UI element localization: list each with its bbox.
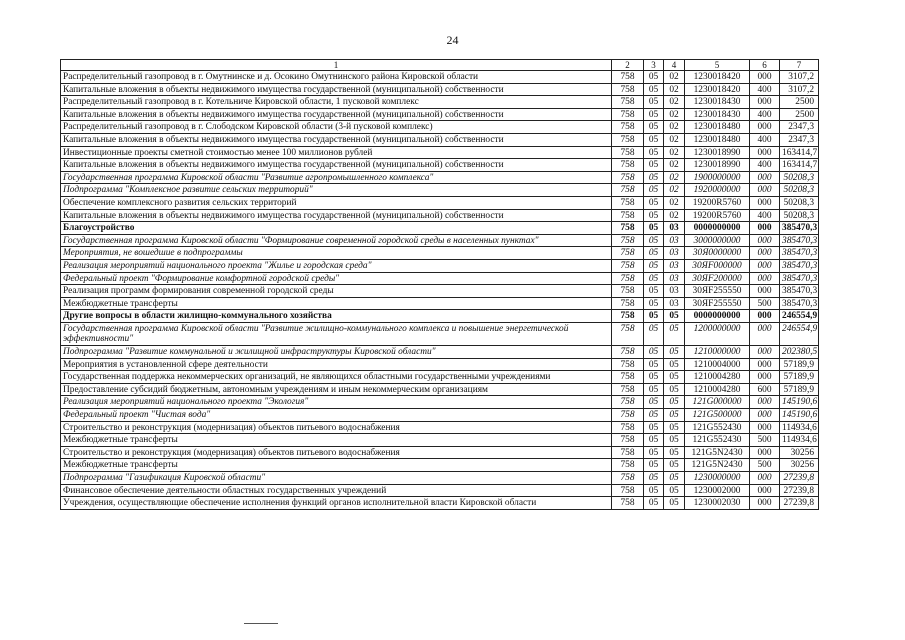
ministry-code: 758 bbox=[612, 434, 644, 447]
ministry-code: 758 bbox=[612, 234, 644, 247]
expense-type-code: 000 bbox=[750, 322, 780, 345]
target-article-code: 1210000000 bbox=[685, 346, 750, 359]
subsection-code: 05 bbox=[664, 484, 685, 497]
target-article-code: 1230018990 bbox=[685, 159, 750, 172]
row-name: Межбюджетные трансферты bbox=[61, 434, 612, 447]
amount: 385470,3 bbox=[780, 297, 819, 310]
expense-type-code: 000 bbox=[750, 71, 780, 84]
expense-type-code: 000 bbox=[750, 146, 780, 159]
scan-mark bbox=[244, 623, 278, 624]
ministry-code: 758 bbox=[612, 310, 644, 323]
expense-type-code: 000 bbox=[750, 409, 780, 422]
subsection-code: 02 bbox=[664, 146, 685, 159]
section-code: 05 bbox=[644, 421, 664, 434]
table-row bbox=[61, 310, 819, 323]
expense-type-code: 400 bbox=[750, 108, 780, 121]
subsection-code: 03 bbox=[664, 272, 685, 285]
section-code: 05 bbox=[644, 209, 664, 222]
expense-type-code: 000 bbox=[750, 446, 780, 459]
section-code: 05 bbox=[644, 184, 664, 197]
expense-type-code: 000 bbox=[750, 358, 780, 371]
target-article-code: 1200000000 bbox=[685, 322, 750, 345]
section-code: 05 bbox=[644, 459, 664, 472]
ministry-code: 758 bbox=[612, 159, 644, 172]
row-name: Реализация мероприятий национального проекта "Экология" bbox=[61, 396, 612, 409]
subsection-code: 05 bbox=[664, 497, 685, 510]
target-article-code: 30ЯF200000 bbox=[685, 272, 750, 285]
target-article-code: 1210004280 bbox=[685, 371, 750, 384]
expense-type-code: 000 bbox=[750, 196, 780, 209]
ministry-code: 758 bbox=[612, 409, 644, 422]
subsection-code: 02 bbox=[664, 184, 685, 197]
table-row bbox=[61, 446, 819, 459]
expense-type-code: 000 bbox=[750, 371, 780, 384]
ministry-code: 758 bbox=[612, 383, 644, 396]
amount: 50208,3 bbox=[780, 184, 819, 197]
table-row bbox=[61, 434, 819, 447]
target-article-code: 1230018420 bbox=[685, 71, 750, 84]
amount: 385470,3 bbox=[780, 247, 819, 260]
row-name: Капитальные вложения в объекты недвижимого имущества государственной (муниципальной) собственности bbox=[61, 133, 612, 146]
table-row bbox=[61, 497, 819, 510]
expense-type-code: 000 bbox=[750, 222, 780, 235]
row-name: Капитальные вложения в объекты недвижимого имущества государственной (муниципальной) собственности bbox=[61, 108, 612, 121]
expense-type-code: 400 bbox=[750, 83, 780, 96]
row-name: Мероприятия, не вошедшие в подпрограммы bbox=[61, 247, 612, 260]
row-name: Капитальные вложения в объекты недвижимого имущества государственной (муниципальной) собственности bbox=[61, 209, 612, 222]
ministry-code: 758 bbox=[612, 209, 644, 222]
section-code: 05 bbox=[644, 121, 664, 134]
amount: 2347,3 bbox=[780, 121, 819, 134]
target-article-code: 3000000000 bbox=[685, 234, 750, 247]
amount: 202380,5 bbox=[780, 346, 819, 359]
target-article-code: 1920000000 bbox=[685, 184, 750, 197]
target-article-code: 0000000000 bbox=[685, 310, 750, 323]
column-header-4: 4 bbox=[664, 60, 685, 71]
section-code: 05 bbox=[644, 358, 664, 371]
row-name: Финансовое обеспечение деятельности областных государственных учреждений bbox=[61, 484, 612, 497]
target-article-code: 121G500000 bbox=[685, 409, 750, 422]
expense-type-code: 000 bbox=[750, 285, 780, 298]
section-code: 05 bbox=[644, 247, 664, 260]
subsection-code: 05 bbox=[664, 358, 685, 371]
table-row bbox=[61, 421, 819, 434]
target-article-code: 1230018480 bbox=[685, 121, 750, 134]
row-name: Межбюджетные трансферты bbox=[61, 297, 612, 310]
amount: 163414,7 bbox=[780, 146, 819, 159]
amount: 57189,9 bbox=[780, 371, 819, 384]
table-row bbox=[61, 196, 819, 209]
ministry-code: 758 bbox=[612, 285, 644, 298]
target-article-code: 1900000000 bbox=[685, 171, 750, 184]
amount: 2500 bbox=[780, 108, 819, 121]
amount: 27239,8 bbox=[780, 472, 819, 485]
row-name: Подпрограмма "Газификация Кировской области" bbox=[61, 472, 612, 485]
ministry-code: 758 bbox=[612, 222, 644, 235]
ministry-code: 758 bbox=[612, 472, 644, 485]
table-row bbox=[61, 108, 819, 121]
section-code: 05 bbox=[644, 396, 664, 409]
row-name: Подпрограмма "Комплексное развитие сельских территорий" bbox=[61, 184, 612, 197]
target-article-code: 1230018990 bbox=[685, 146, 750, 159]
ministry-code: 758 bbox=[612, 108, 644, 121]
expense-type-code: 000 bbox=[750, 121, 780, 134]
subsection-code: 02 bbox=[664, 83, 685, 96]
target-article-code: 30ЯF255550 bbox=[685, 285, 750, 298]
amount: 114934,6 bbox=[780, 434, 819, 447]
expense-type-code: 000 bbox=[750, 272, 780, 285]
expense-type-code: 400 bbox=[750, 209, 780, 222]
target-article-code: 1230018430 bbox=[685, 108, 750, 121]
subsection-code: 02 bbox=[664, 196, 685, 209]
expense-type-code: 500 bbox=[750, 459, 780, 472]
expense-type-code: 000 bbox=[750, 310, 780, 323]
ministry-code: 758 bbox=[612, 459, 644, 472]
target-article-code: 1230000000 bbox=[685, 472, 750, 485]
subsection-code: 05 bbox=[664, 371, 685, 384]
amount: 114934,6 bbox=[780, 421, 819, 434]
section-code: 05 bbox=[644, 297, 664, 310]
expense-type-code: 000 bbox=[750, 396, 780, 409]
ministry-code: 758 bbox=[612, 272, 644, 285]
section-code: 05 bbox=[644, 159, 664, 172]
table-row bbox=[61, 184, 819, 197]
section-code: 05 bbox=[644, 434, 664, 447]
table-row bbox=[61, 383, 819, 396]
ministry-code: 758 bbox=[612, 497, 644, 510]
amount: 163414,7 bbox=[780, 159, 819, 172]
column-header-6: 6 bbox=[750, 60, 780, 71]
ministry-code: 758 bbox=[612, 184, 644, 197]
amount: 3107,2 bbox=[780, 71, 819, 84]
section-code: 05 bbox=[644, 472, 664, 485]
amount: 385470,3 bbox=[780, 222, 819, 235]
subsection-code: 05 bbox=[664, 446, 685, 459]
subsection-code: 03 bbox=[664, 297, 685, 310]
expense-type-code: 000 bbox=[750, 484, 780, 497]
table-row bbox=[61, 209, 819, 222]
section-code: 05 bbox=[644, 234, 664, 247]
row-name: Распределительный газопровод в г. Слободском Кировской области (3-й пусковой комплекс) bbox=[61, 121, 612, 134]
amount: 246554,9 bbox=[780, 310, 819, 323]
subsection-code: 02 bbox=[664, 171, 685, 184]
target-article-code: 121G000000 bbox=[685, 396, 750, 409]
table-row bbox=[61, 121, 819, 134]
column-header-1: 1 bbox=[61, 60, 612, 71]
expense-type-code: 000 bbox=[750, 234, 780, 247]
section-code: 05 bbox=[644, 83, 664, 96]
ministry-code: 758 bbox=[612, 196, 644, 209]
target-article-code: 1230002000 bbox=[685, 484, 750, 497]
section-code: 05 bbox=[644, 497, 664, 510]
section-code: 05 bbox=[644, 146, 664, 159]
row-name: Государственная поддержка некоммерческих организаций, не являющихся областными государственными учреждениями bbox=[61, 371, 612, 384]
section-code: 05 bbox=[644, 322, 664, 345]
target-article-code: 1230018430 bbox=[685, 96, 750, 109]
expense-type-code: 400 bbox=[750, 159, 780, 172]
row-name: Федеральный проект "Чистая вода" bbox=[61, 409, 612, 422]
ministry-code: 758 bbox=[612, 346, 644, 359]
ministry-code: 758 bbox=[612, 71, 644, 84]
column-header-5: 5 bbox=[685, 60, 750, 71]
subsection-code: 03 bbox=[664, 285, 685, 298]
subsection-code: 05 bbox=[664, 346, 685, 359]
expense-type-code: 500 bbox=[750, 434, 780, 447]
target-article-code: 19200R5760 bbox=[685, 209, 750, 222]
subsection-code: 05 bbox=[664, 472, 685, 485]
expense-type-code: 000 bbox=[750, 497, 780, 510]
row-name: Капитальные вложения в объекты недвижимого имущества государственной (муниципальной) собственности bbox=[61, 159, 612, 172]
target-article-code: 121G552430 bbox=[685, 421, 750, 434]
table-row bbox=[61, 409, 819, 422]
expense-type-code: 500 bbox=[750, 297, 780, 310]
expense-type-code: 000 bbox=[750, 472, 780, 485]
target-article-code: 30Я0000000 bbox=[685, 247, 750, 260]
table-row bbox=[61, 297, 819, 310]
section-code: 05 bbox=[644, 484, 664, 497]
row-name: Благоустройство bbox=[61, 222, 612, 235]
section-code: 05 bbox=[644, 446, 664, 459]
ministry-code: 758 bbox=[612, 396, 644, 409]
amount: 50208,3 bbox=[780, 209, 819, 222]
amount: 27239,8 bbox=[780, 497, 819, 510]
amount: 30256 bbox=[780, 446, 819, 459]
section-code: 05 bbox=[644, 346, 664, 359]
section-code: 05 bbox=[644, 133, 664, 146]
expense-type-code: 000 bbox=[750, 171, 780, 184]
table-row bbox=[61, 247, 819, 260]
section-code: 05 bbox=[644, 409, 664, 422]
section-code: 05 bbox=[644, 108, 664, 121]
target-article-code: 1210004000 bbox=[685, 358, 750, 371]
column-header-3: 3 bbox=[644, 60, 664, 71]
subsection-code: 05 bbox=[664, 434, 685, 447]
ministry-code: 758 bbox=[612, 259, 644, 272]
ministry-code: 758 bbox=[612, 121, 644, 134]
column-header-7: 7 bbox=[780, 60, 819, 71]
row-name: Государственная программа Кировской области "Формирование современной городской среды в населенных пунктах" bbox=[61, 234, 612, 247]
table-row bbox=[61, 222, 819, 235]
amount: 50208,3 bbox=[780, 171, 819, 184]
amount: 3107,2 bbox=[780, 83, 819, 96]
ministry-code: 758 bbox=[612, 171, 644, 184]
table-row bbox=[61, 459, 819, 472]
amount: 385470,3 bbox=[780, 285, 819, 298]
budget-table-body bbox=[61, 60, 819, 510]
table-row bbox=[61, 472, 819, 485]
target-article-code: 121G5N2430 bbox=[685, 459, 750, 472]
table-row bbox=[61, 171, 819, 184]
target-article-code: 19200R5760 bbox=[685, 196, 750, 209]
expense-type-code: 000 bbox=[750, 184, 780, 197]
ministry-code: 758 bbox=[612, 247, 644, 260]
table-row bbox=[61, 83, 819, 96]
subsection-code: 02 bbox=[664, 133, 685, 146]
expense-type-code: 400 bbox=[750, 133, 780, 146]
row-name: Капитальные вложения в объекты недвижимого имущества государственной (муниципальной) собственности bbox=[61, 83, 612, 96]
section-code: 05 bbox=[644, 259, 664, 272]
table-row bbox=[61, 159, 819, 172]
subsection-code: 05 bbox=[664, 396, 685, 409]
section-code: 05 bbox=[644, 196, 664, 209]
subsection-code: 02 bbox=[664, 71, 685, 84]
expense-type-code: 000 bbox=[750, 421, 780, 434]
row-name: Учреждения, осуществляющие обеспечение исполнения функций органов исполнительной власти Кировской области bbox=[61, 497, 612, 510]
row-name: Реализация мероприятий национального проекта "Жилье и городская среда" bbox=[61, 259, 612, 272]
target-article-code: 0000000000 bbox=[685, 222, 750, 235]
amount: 145190,6 bbox=[780, 396, 819, 409]
row-name: Распределительный газопровод в г. Котельниче Кировской области, 1 пусковой комплекс bbox=[61, 96, 612, 109]
subsection-code: 05 bbox=[664, 421, 685, 434]
ministry-code: 758 bbox=[612, 322, 644, 345]
table-row bbox=[61, 133, 819, 146]
row-name: Федеральный проект "Формирование комфортной городской среды" bbox=[61, 272, 612, 285]
amount: 2500 bbox=[780, 96, 819, 109]
row-name: Строительство и реконструкция (модернизация) объектов питьевого водоснабжения bbox=[61, 446, 612, 459]
row-name: Инвестиционные проекты сметной стоимостью менее 100 миллионов рублей bbox=[61, 146, 612, 159]
target-article-code: 1230002030 bbox=[685, 497, 750, 510]
table-row bbox=[61, 346, 819, 359]
table-row bbox=[61, 71, 819, 84]
expense-type-code: 000 bbox=[750, 247, 780, 260]
table-row bbox=[61, 484, 819, 497]
subsection-code: 05 bbox=[664, 459, 685, 472]
column-header-2: 2 bbox=[612, 60, 644, 71]
amount: 246554,9 bbox=[780, 322, 819, 345]
amount: 57189,9 bbox=[780, 383, 819, 396]
row-name: Государственная программа Кировской области "Развитие агропромышленного комплекса" bbox=[61, 171, 612, 184]
section-code: 05 bbox=[644, 171, 664, 184]
ministry-code: 758 bbox=[612, 446, 644, 459]
expense-type-code: 000 bbox=[750, 259, 780, 272]
table-row bbox=[61, 371, 819, 384]
table-row bbox=[61, 358, 819, 371]
subsection-code: 02 bbox=[664, 121, 685, 134]
amount: 30256 bbox=[780, 459, 819, 472]
ministry-code: 758 bbox=[612, 133, 644, 146]
subsection-code: 05 bbox=[664, 409, 685, 422]
section-code: 05 bbox=[644, 272, 664, 285]
subsection-code: 02 bbox=[664, 108, 685, 121]
column-number-row bbox=[61, 60, 819, 71]
subsection-code: 02 bbox=[664, 96, 685, 109]
target-article-code: 1230018480 bbox=[685, 133, 750, 146]
row-name: Другие вопросы в области жилищно-коммунального хозяйства bbox=[61, 310, 612, 323]
row-name: Межбюджетные трансферты bbox=[61, 459, 612, 472]
ministry-code: 758 bbox=[612, 371, 644, 384]
section-code: 05 bbox=[644, 371, 664, 384]
subsection-code: 02 bbox=[664, 159, 685, 172]
section-code: 05 bbox=[644, 285, 664, 298]
subsection-code: 03 bbox=[664, 222, 685, 235]
section-code: 05 bbox=[644, 71, 664, 84]
subsection-code: 05 bbox=[664, 383, 685, 396]
target-article-code: 1210004280 bbox=[685, 383, 750, 396]
table-row bbox=[61, 285, 819, 298]
expense-type-code: 000 bbox=[750, 96, 780, 109]
target-article-code: 30ЯF255550 bbox=[685, 297, 750, 310]
page-number: 24 bbox=[446, 33, 459, 47]
table-row bbox=[61, 272, 819, 285]
target-article-code: 121G552430 bbox=[685, 434, 750, 447]
ministry-code: 758 bbox=[612, 146, 644, 159]
ministry-code: 758 bbox=[612, 421, 644, 434]
row-name: Распределительный газопровод в г. Омутнинске и д. Осокино Омутнинского района Кировской области bbox=[61, 71, 612, 84]
ministry-code: 758 bbox=[612, 358, 644, 371]
table-row bbox=[61, 322, 819, 345]
target-article-code: 1230018420 bbox=[685, 83, 750, 96]
ministry-code: 758 bbox=[612, 83, 644, 96]
target-article-code: 121G5N2430 bbox=[685, 446, 750, 459]
subsection-code: 05 bbox=[664, 322, 685, 345]
expense-type-code: 000 bbox=[750, 346, 780, 359]
row-name: Предоставление субсидий бюджетным, автономным учреждениям и иным некоммерческим организациям bbox=[61, 383, 612, 396]
row-name: Обеспечение комплексного развития сельских территорий bbox=[61, 196, 612, 209]
amount: 145190,6 bbox=[780, 409, 819, 422]
table-row bbox=[61, 146, 819, 159]
row-name: Строительство и реконструкция (модернизация) объектов питьевого водоснабжения bbox=[61, 421, 612, 434]
row-name: Мероприятия в установленной сфере деятельности bbox=[61, 358, 612, 371]
amount: 50208,3 bbox=[780, 196, 819, 209]
row-name: Подпрограмма "Развитие коммунальной и жилищной инфраструктуры Кировской области" bbox=[61, 346, 612, 359]
target-article-code: 30ЯF000000 bbox=[685, 259, 750, 272]
subsection-code: 03 bbox=[664, 234, 685, 247]
ministry-code: 758 bbox=[612, 96, 644, 109]
ministry-code: 758 bbox=[612, 484, 644, 497]
table-row bbox=[61, 259, 819, 272]
table-row bbox=[61, 96, 819, 109]
amount: 385470,3 bbox=[780, 234, 819, 247]
row-name: Реализация программ формирования современной городской среды bbox=[61, 285, 612, 298]
section-code: 05 bbox=[644, 222, 664, 235]
subsection-code: 05 bbox=[664, 310, 685, 323]
budget-table bbox=[60, 59, 819, 510]
section-code: 05 bbox=[644, 310, 664, 323]
amount: 27239,8 bbox=[780, 484, 819, 497]
table-row bbox=[61, 396, 819, 409]
subsection-code: 03 bbox=[664, 247, 685, 260]
row-name: Государственная программа Кировской области "Развитие жилищно-коммунального комплекса и повышение энергетической эффективности" bbox=[61, 322, 612, 345]
subsection-code: 03 bbox=[664, 259, 685, 272]
section-code: 05 bbox=[644, 96, 664, 109]
subsection-code: 02 bbox=[664, 209, 685, 222]
ministry-code: 758 bbox=[612, 297, 644, 310]
amount: 57189,9 bbox=[780, 358, 819, 371]
expense-type-code: 600 bbox=[750, 383, 780, 396]
amount: 385470,3 bbox=[780, 259, 819, 272]
amount: 2347,3 bbox=[780, 133, 819, 146]
section-code: 05 bbox=[644, 383, 664, 396]
table-row bbox=[61, 234, 819, 247]
amount: 385470,3 bbox=[780, 272, 819, 285]
